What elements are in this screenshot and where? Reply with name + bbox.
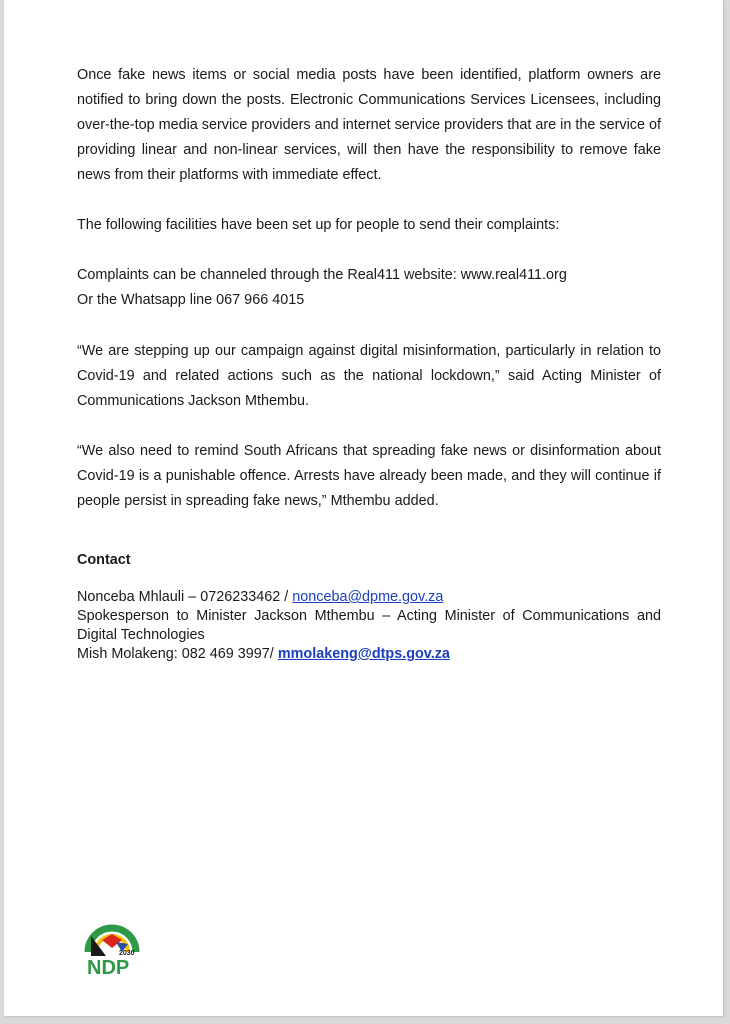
complaints-website-line: Complaints can be channeled through the Real411 website: www.real411.org: [77, 267, 567, 283]
logo-year: 2030: [119, 950, 135, 957]
contact-spokesperson-line-2: Digital Technologies: [77, 627, 205, 643]
ndp-2030-logo: [82, 922, 142, 978]
contact-line-nonceba: [77, 588, 661, 607]
document-page: [4, 0, 723, 1016]
paragraph-facilities: The following facilities have been set up for people to send their complaints:: [77, 217, 560, 233]
paragraph-campaign-quote: “We are stepping up our campaign against digital misinformation, particularly in relation to Covid-19 and related actions such as the national lockdown,” said Acting Minister of Communications Jackson Mthembu.: [77, 343, 661, 409]
contact-spokesperson-line: Spokesperson to Minister Jackson Mthembu – Acting Minister of Communications and: [77, 608, 661, 624]
nonceba-email-link[interactable]: nonceba@dpme.gov.za: [292, 589, 444, 605]
contact-mish-text: Mish Molakeng: 082 469 3997/: [77, 646, 278, 662]
paragraph-punishable-quote: “We also need to remind South Africans that spreading fake news or disinformation about Covid-19 is a punishable offence. Arrests have already been made, and they will continue if people persist in spreading fake news,” Mthembu added.: [77, 443, 661, 509]
logo-text: NDP: [87, 957, 130, 978]
contact-line-mish: [77, 645, 661, 664]
mmolakeng-email-link[interactable]: mmolakeng@dtps.gov.za: [277, 646, 450, 662]
paragraph-takedown: Once fake news items or social media posts have been identified, platform owners are notified to bring down the posts. Electronic Communications Services Licensees, including over-the-top media service providers and internet service providers that are in the service of providing linear and non-linear services, will then have the responsibility to remove fake news from their platforms with immediate effect.: [77, 67, 661, 183]
contact-nonceba-text: Nonceba Mhlauli – 0726233462 /: [77, 589, 293, 605]
whatsapp-line: Or the Whatsapp line 067 966 4015: [77, 292, 305, 308]
contact-details: [77, 588, 661, 664]
contact-heading: Contact: [77, 552, 131, 568]
